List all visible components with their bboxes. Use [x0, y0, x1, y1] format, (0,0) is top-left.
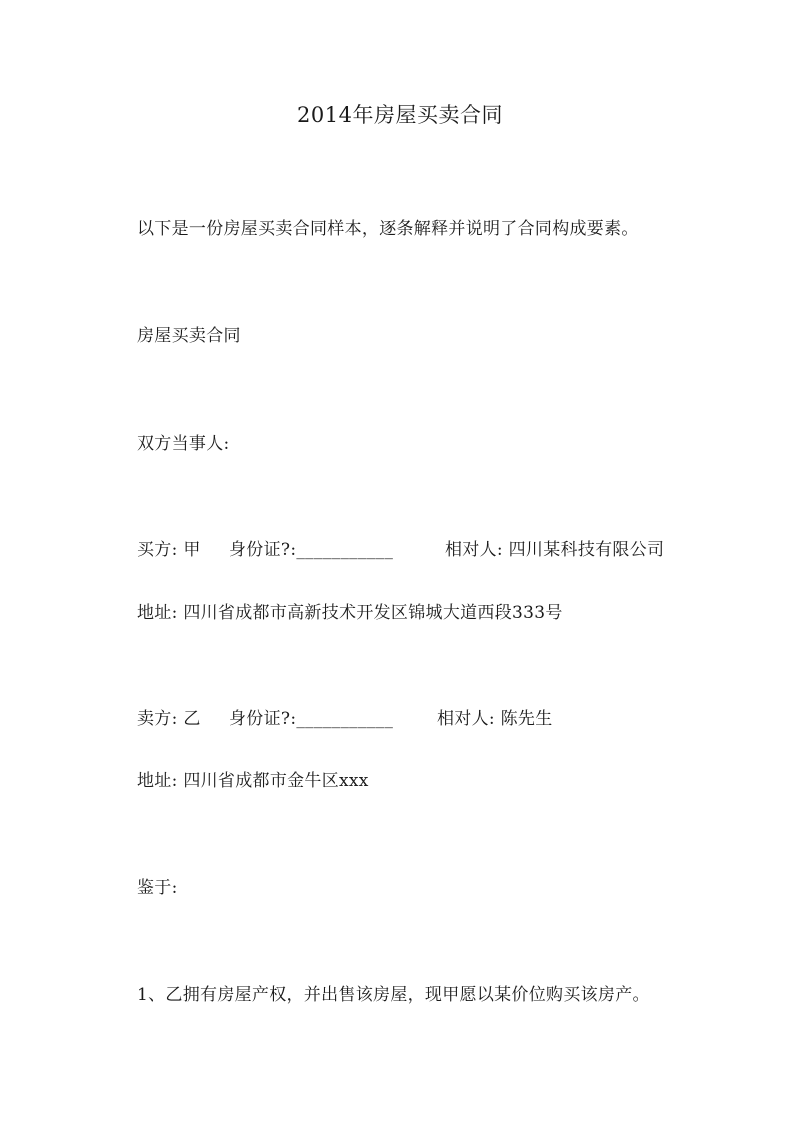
document-title: 2014年房屋买卖合同 — [297, 103, 503, 127]
buyer-line — [137, 539, 697, 561]
contract-heading: 房屋买卖合同 — [137, 326, 241, 346]
buyer-id-field: 身份证?:___________ — [229, 540, 394, 560]
seller-counterparty: 相对人: 陈先生 — [437, 709, 553, 729]
seller-id-field: 身份证?:___________ — [229, 709, 394, 729]
seller-address: 地址: 四川省成都市金牛区xxx — [137, 771, 369, 791]
intro-paragraph: 以下是一份房屋买卖合同样本，逐条解释并说明了合同构成要素。 — [137, 219, 639, 239]
buyer-role: 买方: 甲 — [137, 540, 201, 560]
buyer-address: 地址: 四川省成都市高新技术开发区锦城大道西段333号 — [137, 603, 563, 623]
seller-line — [137, 708, 697, 730]
clause-1: 1、乙拥有房屋产权，并出售该房屋，现甲愿以某价位购买该房产。 — [137, 985, 650, 1005]
buyer-counterparty: 相对人: 四川某科技有限公司 — [445, 540, 665, 560]
whereas-label: 鉴于: — [137, 878, 178, 898]
seller-role: 卖方: 乙 — [137, 709, 201, 729]
parties-label: 双方当事人: — [137, 434, 230, 454]
